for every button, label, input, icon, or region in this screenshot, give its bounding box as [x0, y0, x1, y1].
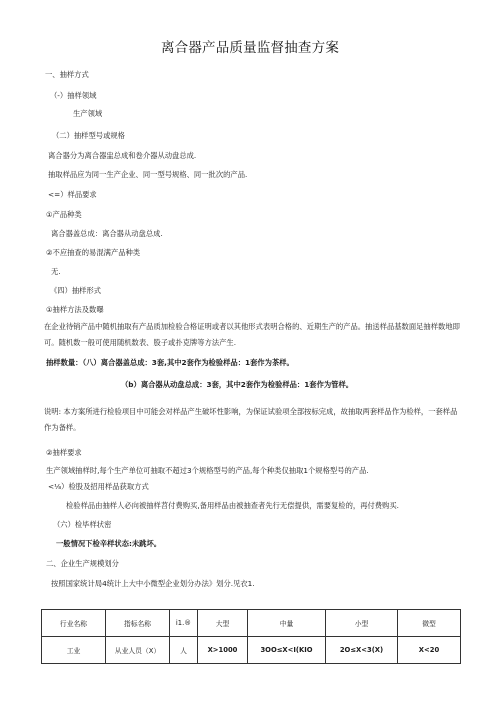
table-cell: 人 [170, 637, 198, 664]
paragraph-sample-quantity: 抽样数量：（八）离合器盖总成：3套,其中2套作为检验样品：1套作为茶样。 [46, 358, 294, 367]
paragraph-driven-disc-quantity: （b）离合器从动盘总成：3套，其中2套作为检验样品：1套作为管样。 [121, 380, 354, 389]
table-header-cell: i1.® [170, 610, 198, 637]
item-product-types: ①产品种类 [46, 210, 82, 219]
item-sampling-requirements: ②抽样要求 [46, 448, 82, 457]
text-excluded-products: 无. [51, 267, 61, 276]
paragraph-same-batch: 抽取样品应为同一生产企业、同一型号规格、同一批次的产品. [48, 170, 248, 179]
text-product-types: 离合器盖总成：离合器从动盘总成. [51, 229, 163, 238]
subheading-sample-requirements: <=）样品要求 [48, 190, 97, 199]
table-header-row [42, 610, 461, 637]
paragraph-random-sampling: 在企业待销产品中随机抽取有产品质加检验合格证明或者以其他形式表明合格的、近期生产的产品。抽送样品基数面足抽样数地即可。随机数一般可使用随机数表、股子或扑克牌等方法产生. [44, 322, 460, 347]
subheading-model-spec: （二）抽样型号或规格 [52, 131, 125, 140]
table-cell: X<20 [398, 637, 461, 664]
table-header-cell: 行业名称 [42, 610, 106, 637]
paragraph-note: 说明: 本方案所进行检验项目中可能会对样品产生破坏性影响，为保证试验项全部按标完成，故抽取两套样品作为检样，一套样品作为备样。 [44, 407, 458, 432]
section-heading-enterprise-scale: 二、企业生产规模划分 [46, 559, 119, 568]
text-sampling-requirements: 生产领域抽样时,每个生产单位可抽取不超过3个规格型号的产品,每个种类仅抽取1个规格型号的产品. [46, 466, 369, 475]
table-cell: 从业人员（X） [106, 637, 170, 664]
table-header-cell: 小型 [326, 610, 398, 637]
paragraph-clutch-types: 离合器分为离合器盅总成和卷介器从动盘总成. [48, 151, 197, 160]
table-row [42, 637, 461, 664]
enterprise-scale-table [41, 609, 461, 664]
document-title: 离合器产品质量监督抽查方案 [160, 40, 340, 56]
table-cell: X>1000 [198, 637, 248, 664]
subheading-sampling-field: （-）抽样领域 [50, 91, 97, 100]
subheading-sample-state: （六）检毕样状密 [53, 520, 112, 529]
text-enterprise-scale: 按照国家统计局4统计上大中小微型企业划分办法》划分.见衣1. [51, 579, 255, 588]
table-cell: 3OO≤X<I(KIO [248, 637, 326, 664]
text-sample-state: 一般情况下检辛样状态:未跳坏。 [56, 539, 162, 548]
section-heading-sampling-method: 一、抽样方式 [45, 70, 89, 79]
table-header-cell: 微型 [398, 610, 461, 637]
subheading-sampling-form: 《四）抽样形式 [50, 286, 102, 295]
item-excluded-products: ②不应抽查的易混满产品种类 [46, 248, 141, 257]
subheading-sample-acquisition: <⅛）检股及招用样品获取方式 [48, 482, 149, 491]
table-cell: 2O≤X<3(X) [326, 637, 398, 664]
text-production-field: 生产领域 [73, 109, 103, 118]
text-sample-acquisition: 检验样品由抽样人必向被抽样苕付费购买,备用样品由被抽查者先行无偿提供，需要复检的，再付费购买. [66, 501, 399, 510]
table-header-cell: 指标名称 [106, 610, 170, 637]
item-sampling-method-quantity: ①抽样方法及数曝 [46, 305, 104, 314]
table-header-cell: 大型 [198, 610, 248, 637]
table-header-cell: 中量 [248, 610, 326, 637]
table-cell: 工业 [42, 637, 106, 664]
